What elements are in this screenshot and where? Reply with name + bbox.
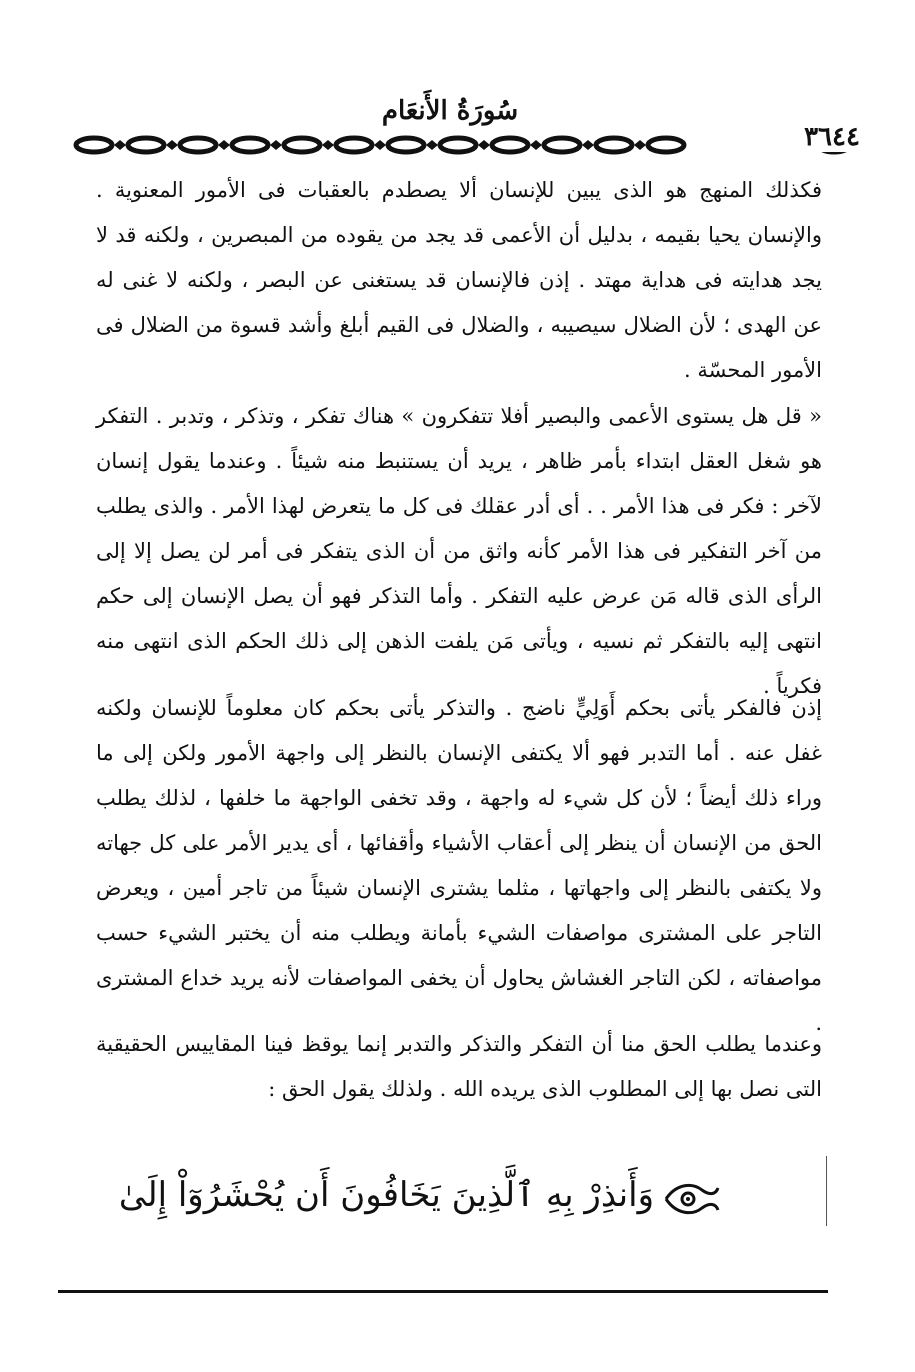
paragraph-text: « قل هل يستوى الأعمى والبصير أفلا تتفكرون » هناك تفكر ، وتذكر ، وتدبر . التفكر هو شغل العقل ابتداء بأمر ظاهر ، يريد أن يستنبط منه شيئاً . وعندما يقول إنسان لآخر : فكر فى هذا الأمر . . أى أدر عقلك فى كل ما يتعرض لهذا الأمر . والذى يطلب من آخر التفكير فى هذا الأمر كأنه واثق من أن الذى يتفكر فى أمر لن يصل إلا إلى الرأى الذى قاله مَن عرض عليه التفكر . وأما التذكر فهو أن يصل الإنسان إلى حكم انتهى إليه بالتفكر ثم نسيه ، ويأتى مَن يلفت الذهن إلى ذلك الحكم الذى انتهى منه فكرياً .	[96, 404, 823, 698]
header-ornament-row	[72, 122, 860, 162]
page-number: ٣٦٤٤	[782, 122, 882, 152]
quran-verse	[118, 1168, 720, 1238]
paragraph-4	[96, 1022, 822, 1112]
quran-verse-ornament-icon	[662, 1178, 720, 1220]
paragraph-text: فكذلك المنهج هو الذى يبين للإنسان ألا يصطدم بالعقبات فى الأمور المعنوية . والإنسان يحيا بقيمه ، بدليل أن الأعمى قد يجد من يقوده من المبصرين ، ولكنه قد لا يجد هدايته فى هداية مهتد . إذن فالإنسان قد يستغنى عن البصر ، ولكنه لا غنى له عن الهدى ؛ لأن الضلال سيصيبه ، والضلال فى القيم أبلغ وأشد قسوة من الضلال فى الأمور المحسّة .	[96, 178, 822, 382]
footer-rule	[58, 1290, 828, 1293]
paragraph-text: وعندما يطلب الحق منا أن التفكر والتذكر والتدبر إنما يوقظ فينا المقاييس الحقيقية التى نصل بها إلى المطلوب الذى يريده الله . ولذلك يقول الحق :	[96, 1032, 822, 1101]
chain-border-icon	[72, 128, 712, 162]
paragraph-text: إذن فالفكر يأتى بحكم أَوَلِيٍّ ناضج . والتذكر يأتى بحكم كان معلوماً للإنسان ولكنه غفل عنه . أما التدبر فهو ألا يكتفى الإنسان بالنظر إلى واجهة الأمور ولكن إلى ما وراء ذلك أيضاً ؛ لأن كل شيء له واجهة ، وقد تخفى الواجهة ما خلفها ، لذلك يطلب الحق من الإنسان أن ينظر إلى أعقاب الأشياء وأقفائها ، أى يدير الأمر على كل جهاته ولا يكتفى بالنظر إلى واجهاتها ، مثلما يشترى الإنسان شيئاً من تاجر أمين ، ويعرض التاجر على المشترى مواصفات الشيء بأمانة ويطلب منه أن يختبر الشيء حسب مواصفاته ، لكن التاجر الغشاش يحاول أن يخفى المواصفات لأنه يريد خداع المشترى .	[96, 696, 822, 1035]
paragraph-1	[96, 168, 822, 393]
paragraph-3	[96, 686, 822, 1046]
margin-mark	[826, 1156, 827, 1226]
verse-text: وَأَنذِرْ بِهِ ٱلَّذِينَ يَخَافُونَ أَن يُحْشَرُوٓاْ إِلَىٰ	[118, 1175, 654, 1215]
paragraph-2	[96, 394, 822, 709]
surah-title: سُورَةُ الأَنعَام	[381, 96, 519, 126]
